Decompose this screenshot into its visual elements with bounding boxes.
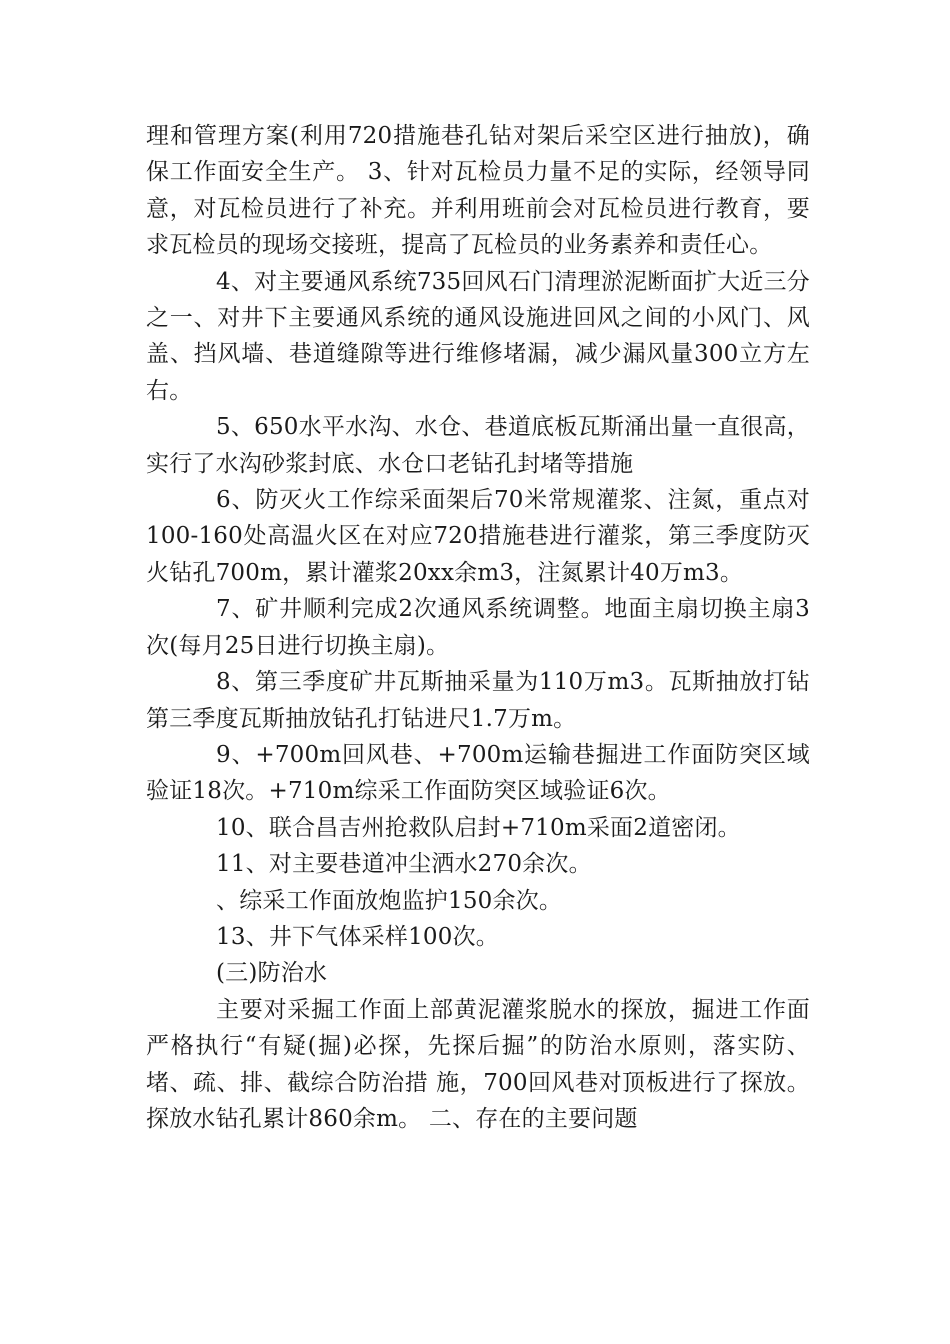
paragraph-item-6: 6、防灭火工作综采面架后70米常规灌浆、注氮，重点对100-160处高温火区在对应720措施巷进行灌浆，第三季度防灭火钻孔700m，累计灌浆20xx余m3，注氮累计40万m3。 <box>146 487 810 586</box>
paragraph-ventilation-management: 理和管理方案(利用720措施巷孔钻对架后采空区进行抽放)，确保工作面安全生产。 3、针对瓦检员力量不足的实际，经领导同意，对瓦检员进行了补充。并利用班前会对瓦检员进行教育，要求瓦检员的现场交接班，提高了瓦检员的业务素养和责任心。 <box>146 123 810 259</box>
document-body <box>146 118 810 1137</box>
paragraph-item-9: 9、+700m回风巷、+700m运输巷掘进工作面防突区域验证18次。+710m综采工作面防突区域验证6次。 <box>146 741 810 805</box>
paragraph-item-13: 13、井下气体采样100次。 <box>216 923 499 950</box>
section-heading-water-control: (三)防治水 <box>216 960 328 987</box>
paragraph-item-8: 8、第三季度矿井瓦斯抽采量为110万m3。瓦斯抽放打钻第三季度瓦斯抽放钻孔打钻进尺1.7万m。 <box>146 669 810 732</box>
paragraph-item-10: 10、联合昌吉州抢救队启封+710m采面2道密闭。 <box>216 814 741 841</box>
paragraph-item-5: 5、650水平水沟、水仓、巷道底板瓦斯涌出量一直很高，实行了水沟砂浆封底、水仓口老钻孔封堵等措施 <box>146 414 810 477</box>
paragraph-item-4: 4、对主要通风系统735回风石门清理淤泥断面扩大近三分之一、对井下主要通风系统的通风设施进回风之间的小风门、风盖、挡风墙、巷道缝隙等进行维修堵漏，减少漏风量300立方左右。 <box>146 268 810 404</box>
paragraph-item-7: 7、矿井顺利完成2次通风系统调整。地面主扇切换主扇3次(每月25日进行切换主扇)。 <box>146 596 810 659</box>
paragraph-item-11: 11、对主要巷道冲尘洒水270余次。 <box>216 851 592 878</box>
paragraph-water-control: 主要对采掘工作面上部黄泥灌浆脱水的探放，掘进工作面严格执行“有疑(掘)必探，先探后掘”的防治水原则，落实防、堵、疏、排、截综合防治措 施，700回风巷对顶板进行了探放。探放水钻孔累计860余m。 二、存在的主要问题 <box>146 996 810 1132</box>
paragraph-item-12: 、综采工作面放炮监护150余次。 <box>216 887 563 914</box>
